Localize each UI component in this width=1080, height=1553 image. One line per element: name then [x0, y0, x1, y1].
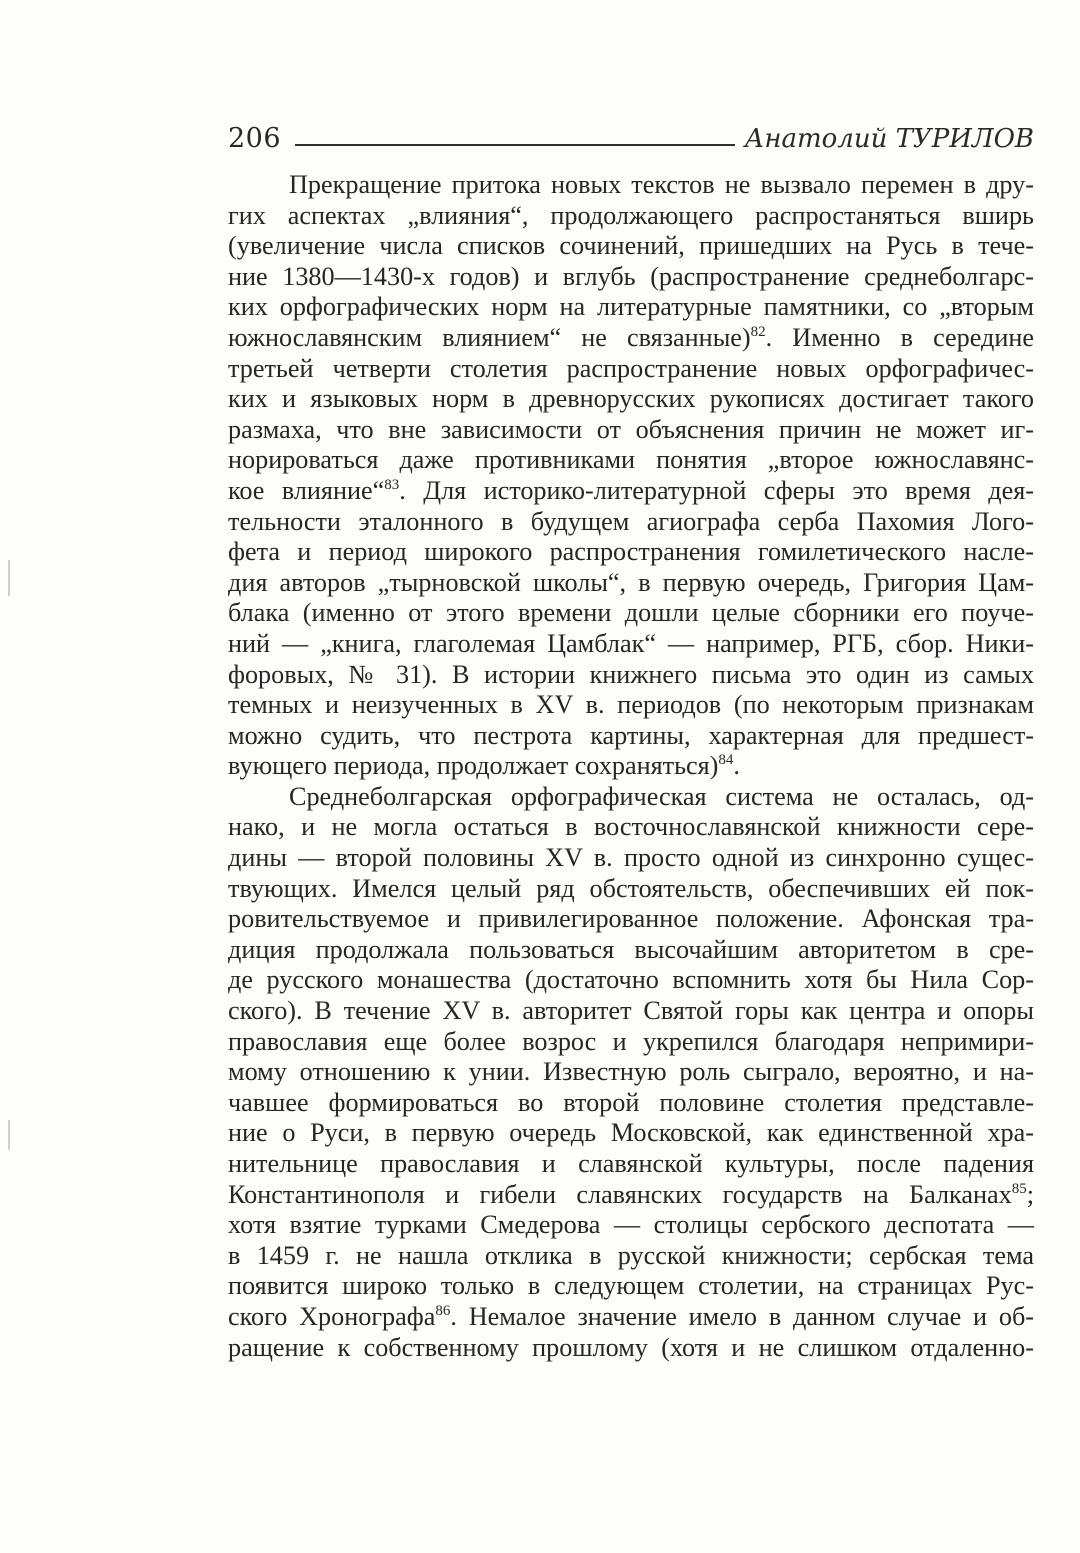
text-run: нако, и не могла остаться в восточнославянской книжности сере-: [228, 812, 1034, 842]
text-line: [228, 201, 1034, 232]
text-run: третьей четверти столетия распространение новых орфографичес-: [228, 353, 1034, 383]
text-run: ровительствуемое и привилегированное положение. Афонская тра-: [228, 904, 1034, 934]
text-run: мому отношению к унии. Известную роль сыграло, вероятно, и на-: [228, 1057, 1034, 1087]
text-line: [228, 1333, 1034, 1364]
text-run: чавшее формироваться во второй половине столетия представле-: [228, 1087, 1034, 1117]
text-run: гих аспектах „влияния“, продолжающего распростаняться вширь: [228, 200, 1034, 230]
text-run: . Немалое значение имело в данном случае и об-: [450, 1301, 1034, 1331]
running-head: Анатолий ТУРИЛОВ: [744, 124, 1034, 154]
text-line: [228, 996, 1034, 1027]
text-line: [228, 537, 1034, 568]
text-run: появится широко только в следующем столетии, на страницах Рус-: [228, 1271, 1034, 1301]
text-run: ского Хронографа: [228, 1301, 436, 1331]
text-line: [228, 354, 1034, 385]
text-line: [228, 1088, 1034, 1119]
text-line: [228, 568, 1034, 599]
text-line: [228, 690, 1034, 721]
text-line: [228, 721, 1034, 752]
paragraph: [228, 170, 1034, 782]
text-line: [228, 323, 1034, 354]
body-text: [228, 170, 1034, 1363]
text-run: можно судить, что пестрота картины, характерная для предшест-: [228, 720, 1034, 750]
text-line: [228, 843, 1034, 874]
text-run: темных и неизученных в XV в. периодов (по некоторым признакам: [228, 690, 1034, 720]
header-rule: [295, 144, 735, 146]
text-line: [228, 782, 1034, 813]
text-line: [228, 660, 1034, 691]
text-line: [228, 415, 1034, 446]
text-run: . Именно в середине: [765, 322, 1034, 352]
text-run: в 1459 г. не нашла отклика в русской книжности; сербская тема: [228, 1240, 1034, 1270]
text-run: (увеличение числа списков сочинений, пришедших на Русь в тече-: [228, 231, 1034, 261]
text-line: [228, 1210, 1034, 1241]
text-run: ний — „книга, глаголемая Цамблак“ — например, РГБ, сбор. Ники-: [228, 628, 1034, 658]
text-run: твующих. Имелся целый ряд обстоятельств, обеспечивших ей пок-: [228, 873, 1034, 903]
text-line: [228, 812, 1034, 843]
text-run: диция продолжала пользоваться высочайшим авторитетом в сре-: [228, 934, 1034, 964]
text-run: ние 1380—1430-х годов) и вглубь (распространение среднеболгарс-: [228, 261, 1034, 291]
text-run: православия еще более возрос и укрепился благодаря непримири-: [228, 1026, 1034, 1056]
text-line: [228, 292, 1034, 323]
footnote-ref: 83: [384, 476, 400, 493]
text-run: вующего периода, продолжает сохраняться): [228, 751, 719, 781]
text-run: ких орфографических норм на литературные памятники, со „вторым: [228, 292, 1034, 322]
text-run: Среднеболгарская орфографическая система не осталась, од-: [289, 781, 1034, 811]
text-run: нительнице православия и славянской культуры, после падения: [228, 1149, 1034, 1178]
text-line: [228, 231, 1034, 262]
text-line: [228, 1241, 1034, 1272]
text-line: [228, 751, 1034, 782]
text-run: ние о Руси, в первую очередь Московской, как единственной хра-: [228, 1118, 1034, 1148]
text-run: Прекращение притока новых текстов не вызвало перемен в дру-: [289, 170, 1034, 199]
text-run: .: [733, 751, 740, 781]
text-line: [228, 476, 1034, 507]
text-run: южнославянским влиянием“ не связанные): [228, 322, 751, 352]
text-line: [228, 262, 1034, 293]
text-line: [228, 170, 1034, 201]
text-line: [228, 1118, 1034, 1149]
margin-mark: [8, 560, 10, 596]
text-run: блака (именно от этого времени дошли целые сборники его поуче-: [228, 598, 1034, 628]
text-line: [228, 629, 1034, 660]
text-line: [228, 598, 1034, 629]
text-line: [228, 1057, 1034, 1088]
footnote-ref: 86: [435, 1302, 451, 1319]
text-run: ких и языковых норм в древнорусских рукописях достигает такого: [228, 384, 1034, 414]
footnote-ref: 84: [718, 752, 734, 769]
text-run: форовых, № 31). В истории книжнего письма это один из самых: [228, 659, 1034, 689]
text-run: тельности эталонного в будущем агиографа серба Пахомия Лого-: [228, 506, 1034, 536]
text-line: [228, 904, 1034, 935]
text-run: кое влияние“: [228, 475, 385, 505]
footnote-ref: 82: [750, 323, 766, 340]
text-run: Константинополя и гибели славянских государств на Балканах: [228, 1179, 1012, 1209]
text-line: [228, 965, 1034, 996]
text-run: дия авторов „тырновской школы“, в первую очередь, Григория Цам-: [228, 567, 1034, 597]
text-run: норироваться даже противниками понятия „второе южнославянс-: [228, 445, 1034, 475]
text-run: дины — второй половины XV в. просто одной из синхронно сущес-: [228, 843, 1034, 873]
text-run: ращение к собственному прошлому (хотя и не слишком отдаленно-: [228, 1332, 1034, 1362]
margin-mark: [8, 1120, 10, 1150]
text-line: [228, 1271, 1034, 1302]
page-header: [228, 112, 1034, 152]
text-run: фета и период широкого распространения гомилетического насле-: [228, 537, 1034, 567]
text-line: [228, 1180, 1034, 1211]
text-line: [228, 935, 1034, 966]
text-run: . Для историко-литературной сферы это время дея-: [399, 475, 1034, 505]
text-line: [228, 1302, 1034, 1333]
paragraph: [228, 782, 1034, 1363]
text-run: де русского монашества (достаточно вспомнить хотя бы Нила Сор-: [228, 965, 1034, 995]
footnote-ref: 85: [1011, 1180, 1027, 1197]
text-line: [228, 507, 1034, 538]
text-run: размаха, что вне зависимости от объяснения причин не может иг-: [228, 414, 1034, 444]
page-number: 206: [228, 123, 282, 154]
text-line: [228, 1149, 1034, 1180]
text-line: [228, 1027, 1034, 1058]
text-line: [228, 445, 1034, 476]
text-line: [228, 384, 1034, 415]
text-run: хотя взятие турками Смедерова — столицы сербского деспотата —: [228, 1210, 1034, 1240]
text-line: [228, 874, 1034, 905]
text-run: ;: [1026, 1179, 1034, 1209]
text-run: ского). В течение XV в. авторитет Святой горы как центра и опоры: [228, 996, 1034, 1026]
